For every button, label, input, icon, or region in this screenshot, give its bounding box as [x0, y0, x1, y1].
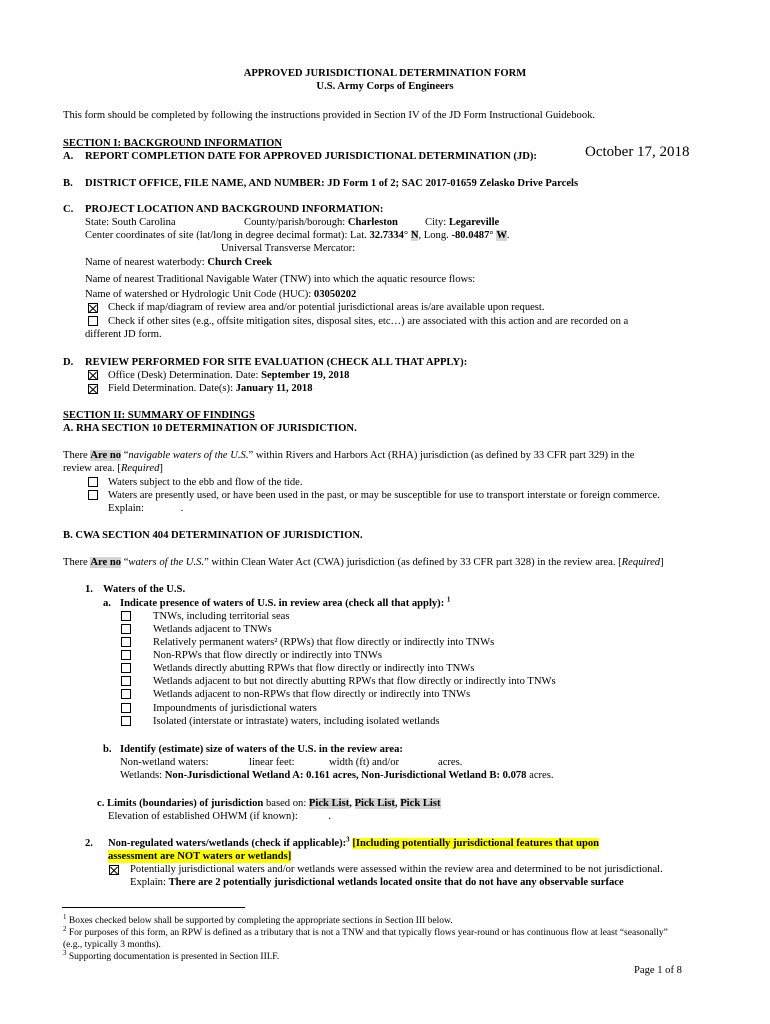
list-item: Isolated (interstate or intrastate) waters, including isolated wetlands: [153, 716, 440, 727]
cwa-statement: There Are no “waters of the U.S.” within Clean Water Act (CWA) jurisdiction (as defined by 33 CFR part 328) in the review area. [Required]: [63, 557, 664, 568]
isolated-waters-checkbox[interactable]: [121, 716, 131, 726]
form-title: APPROVED JURISDICTIONAL DETERMINATION FORM: [243, 68, 527, 79]
non-regulated-explain-row: [130, 876, 624, 889]
district-office-text: DISTRICT OFFICE, FILE NAME, AND NUMBER: JD Form 1 of 2; SAC 2017-01659 Zelasko Drive Parcels: [85, 178, 579, 189]
ohwm-row: Elevation of established OHWM (if known): .: [108, 811, 332, 822]
non-regulated-note-cont: assessment are NOT waters or wetlands]: [108, 851, 292, 862]
huc-value[interactable]: 03050202: [313, 289, 357, 300]
review-performed-heading: REVIEW PERFORMED FOR SITE EVALUATION (CHECK ALL THAT APPLY):: [85, 357, 468, 368]
explain-value[interactable]: There are 2 potentially jurisdictional wetlands located onsite that do not have any observable surface: [168, 877, 624, 888]
office-determination-checkbox[interactable]: [88, 370, 98, 380]
county-value[interactable]: Charleston: [347, 217, 398, 228]
rha-explain-row: Explain: .: [108, 503, 184, 514]
tnw-label: Name of nearest Traditional Navigable Water (TNW) into which the aquatic resource flows:: [85, 274, 476, 285]
wetlands-abutting-rpws-checkbox[interactable]: [121, 663, 131, 673]
map-available-checkbox[interactable]: [88, 303, 98, 313]
office-determination-row: [108, 369, 349, 382]
width-label: width (ft) and/or: [329, 757, 400, 768]
coordinates-label: Center coordinates of site (lat/long in degree decimal format): Lat.: [85, 230, 367, 241]
wetlands-non-rpws-checkbox[interactable]: [121, 689, 131, 699]
ebb-flow-label: Waters subject to the ebb and flow of the tide.: [108, 477, 303, 488]
wetlands-label: Wetlands:: [120, 770, 163, 781]
waters-us-heading: Waters of the U.S.: [103, 584, 186, 595]
field-date-value[interactable]: January 11, 2018: [235, 383, 313, 394]
office-date-value[interactable]: September 19, 2018: [261, 370, 350, 381]
wetlands-adjacent-tnws-checkbox[interactable]: [121, 624, 131, 634]
presence-heading: Indicate presence of waters of U.S. in review area (check all that apply): $^1$: [120, 595, 451, 609]
degree-symbol: °: [403, 230, 409, 241]
page-number: Page 1 of 8: [634, 965, 682, 976]
non-regulated-note: [Including potentially jurisdictional features that upon: [352, 838, 600, 849]
size-label: b.: [103, 744, 112, 755]
waterbody-row: [85, 256, 272, 269]
utm-label: Universal Transverse Mercator:: [221, 243, 356, 254]
other-sites-label: Check if other sites (e.g., offsite mitigation sites, disposal sites, etc…) are associated with this action and are recorded on a: [108, 316, 629, 327]
city-field: [425, 216, 499, 229]
section1-b-label: B.: [63, 178, 73, 189]
list-item: Non-RPWs that flow directly or indirectly into TNWs: [153, 650, 383, 661]
rha-are-no-select[interactable]: Are no: [90, 450, 122, 461]
report-date-label: REPORT COMPLETION DATE FOR APPROVED JURISDICTIONAL DETERMINATION (JD):: [85, 151, 537, 162]
latitude-direction-select[interactable]: N: [410, 230, 419, 241]
rha-statement: There Are no “navigable waters of the U.S.” within Rivers and Harbors Act (RHA) jurisdiction (as defined by 33 CFR part 329) in the: [63, 450, 635, 461]
limits-row: c. Limits (boundaries) of jurisdiction based on: Pick List, Pick List, Pick List: [97, 798, 441, 809]
rpws-checkbox[interactable]: [121, 637, 131, 647]
rha-explain-label: Explain:: [108, 503, 144, 514]
office-determination-label: Office (Desk) Determination. Date:: [108, 370, 259, 381]
cwa-heading: B. CWA SECTION 404 DETERMINATION OF JURISDICTION.: [63, 530, 363, 541]
linear-feet-label: linear feet:: [249, 757, 295, 768]
city-label: City:: [425, 217, 447, 228]
commerce-checkbox[interactable]: [88, 490, 98, 500]
list-item: Wetlands adjacent to non-RPWs that flow directly or indirectly into TNWs: [153, 689, 471, 700]
section1-a-label: A.: [63, 151, 74, 162]
longitude-label: , Long.: [418, 230, 449, 241]
huc-label: Name of watershed or Hydrologic Unit Code (HUC):: [85, 289, 312, 300]
footnote-2: $^2$ For purposes of this form, an RPW is defined as a tributary that is not a TNW and that typically flows year-round or has continuous flow at least “seasonally”: [63, 924, 668, 938]
non-wetland-label: Non-wetland waters:: [120, 757, 209, 768]
intro-text: This form should be completed by following the instructions provided in Section IV of the JD Form Instructional Guidebook.: [63, 110, 596, 121]
coordinates-row: Center coordinates of site (lat/long in degree decimal format): Lat. 32.7334° N, Long. -80.0487° W.: [85, 230, 510, 241]
explain-label: Explain:: [130, 877, 166, 888]
acres-label: acres.: [438, 757, 463, 768]
other-sites-checkbox[interactable]: [88, 316, 98, 326]
limits-pick-list-1[interactable]: Pick List: [308, 798, 350, 809]
commerce-label: Waters are presently used, or have been used in the past, or may be susceptible for use to transport interstate or foreign commerce.: [108, 490, 660, 501]
field-determination-checkbox[interactable]: [88, 384, 98, 394]
list-item: Wetlands directly abutting RPWs that flow directly or indirectly into TNWs: [153, 663, 475, 674]
presence-label: a.: [103, 598, 111, 609]
section1-c-label: C.: [63, 204, 74, 215]
rha-heading: A. RHA SECTION 10 DETERMINATION OF JURISDICTION.: [63, 423, 357, 434]
wetlands-not-abutting-rpws-checkbox[interactable]: [121, 676, 131, 686]
wetlands-size-row: Wetlands: Non-Jurisdictional Wetland A: 0.161 acres, Non-Jurisdictional Wetland B: 0.078 acres.: [120, 770, 554, 781]
limits-pick-list-3[interactable]: Pick List: [400, 798, 441, 809]
tnws-checkbox[interactable]: [121, 611, 131, 621]
ohwm-label: Elevation of established OHWM (if known):: [108, 811, 298, 822]
longitude-direction-select[interactable]: W: [496, 230, 507, 241]
state-field: State: South Carolina: [85, 217, 176, 228]
footnote-1: $^1$ Boxes checked below shall be supported by completing the appropriate sections in Section III below.: [63, 912, 453, 926]
non-regulated-heading: Non-regulated waters/wetlands (check if applicable):$^3$ [Including potentially jurisdictional features that upon: [108, 835, 600, 849]
city-value[interactable]: Legareville: [448, 217, 500, 228]
list-item: Relatively permanent waters² (RPWs) that flow directly or indirectly into TNWs: [153, 637, 495, 648]
waters-us-number: 1.: [85, 584, 93, 595]
footnote-2-cont: (e.g., typically 3 months).: [63, 940, 161, 950]
section1-heading: SECTION I: BACKGROUND INFORMATION: [63, 138, 283, 149]
list-item: TNWs, including territorial seas: [153, 611, 290, 622]
non-regulated-number: 2.: [85, 838, 93, 849]
longitude-value[interactable]: -80.0487: [451, 230, 490, 241]
other-sites-label-cont: different JD form.: [85, 329, 162, 340]
section2-heading: SECTION II: SUMMARY OF FINDINGS: [63, 410, 255, 421]
section1-d-label: D.: [63, 357, 74, 368]
cwa-are-no-select[interactable]: Are no: [90, 557, 122, 568]
wetlands-size-value[interactable]: Non-Jurisdictional Wetland A: 0.161 acres, Non-Jurisdictional Wetland B: 0.078: [164, 770, 527, 781]
footnote-3: $^3$ Supporting documentation is presented in Section III.F.: [63, 948, 280, 962]
rha-statement-cont: review area. [Required]: [63, 463, 163, 474]
not-jurisdictional-checkbox[interactable]: [109, 865, 119, 875]
ebb-flow-checkbox[interactable]: [88, 477, 98, 487]
county-field: [244, 216, 398, 229]
footnote-divider: [62, 907, 245, 908]
project-location-heading: PROJECT LOCATION AND BACKGROUND INFORMATION:: [85, 204, 384, 215]
list-item: Wetlands adjacent to TNWs: [153, 624, 272, 635]
size-heading: Identify (estimate) size of waters of the U.S. in the review area:: [120, 744, 403, 755]
list-item: Wetlands adjacent to but not directly abutting RPWs that flow directly or indirectly into TNWs: [153, 676, 556, 687]
map-available-label: Check if map/diagram of review area and/or potential jurisdictional areas is/are available upon request.: [108, 302, 545, 313]
list-item: Impoundments of jurisdictional waters: [153, 703, 317, 714]
county-label: County/parish/borough:: [244, 217, 346, 228]
waterbody-label: Name of nearest waterbody:: [85, 257, 205, 268]
non-rpws-checkbox[interactable]: [121, 650, 131, 660]
form-subtitle: U.S. Army Corps of Engineers: [316, 81, 454, 92]
report-date-field[interactable]: October 17, 2018: [585, 144, 690, 160]
limits-heading: Limits (boundaries) of jurisdiction: [107, 798, 264, 809]
field-determination-row: [108, 382, 313, 395]
limits-pick-list-2[interactable]: Pick List: [354, 798, 395, 809]
degree-symbol: °: [489, 230, 494, 241]
field-determination-label: Field Determination. Date(s):: [108, 383, 234, 394]
impoundments-checkbox[interactable]: [121, 703, 131, 713]
latitude-value[interactable]: 32.7334: [369, 230, 404, 241]
huc-row: [85, 288, 356, 301]
not-jurisdictional-label: Potentially jurisdictional waters and/or wetlands were assessed within the review area and determined to be not jurisdictional.: [130, 864, 663, 875]
waterbody-value[interactable]: Church Creek: [207, 257, 273, 268]
